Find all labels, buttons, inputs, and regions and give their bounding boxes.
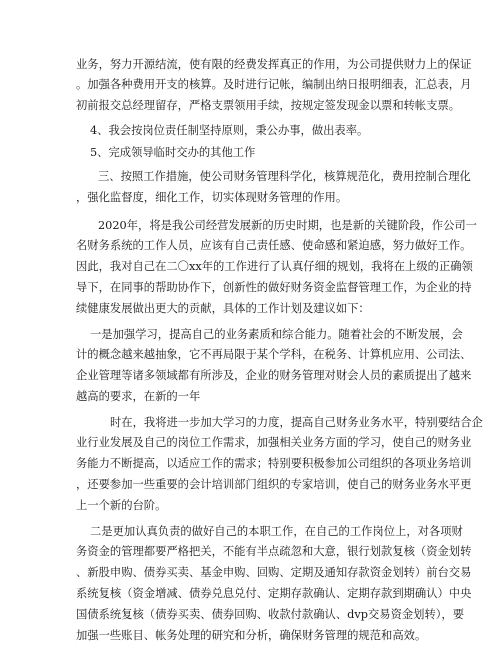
text-line: 上一个新的台阶。 <box>76 499 167 512</box>
text-line: ，还要参加一些重要的会计培训部门组织的专家培训，使自己的财务业务水平更 <box>76 478 472 491</box>
text-line: 加强一些账目、帐务处理的研究和分析，确保财务管理的规范和高效。 <box>76 629 427 642</box>
text-line: 导下，在同事的帮助协作下，创新性的做好财务资金监督管理工作，为企业的持 <box>76 281 472 294</box>
text-line: 务能力不断提高，以适应工作的需求；特别要积极参加公司组织的各项业务培训 <box>76 457 472 470</box>
text-line: 、新股申购、债券买卖、基金申购、回购、定期及通知存款资金划转）前台交易 <box>76 566 472 579</box>
text-line: 2020年，将是我公司经营发展新的历史时期，也是新的关键阶段，作公司一 <box>98 219 477 232</box>
text-line: 国债系统复核（债券买卖、债券回购、收款付款确认、dvp交易资金划转），要 <box>76 608 464 621</box>
text-line: 越高的要求，在新的一年 <box>76 390 201 403</box>
text-line: 续健康发展做出更大的贡献，具体的工作计划及建议如下： <box>76 302 370 315</box>
text-line: 计的概念越来越抽象，它不再局限于某个学科，在税务、计算机应用、公司法、 <box>76 348 472 361</box>
text-line: 二是更加认真负责的做好自己的本职工作，在自己的工作岗位上，对各项财 <box>90 525 463 538</box>
text-line: 时在，我将进一步加大学习的力度，提高自己财务业务水平，特别要结合企 <box>110 416 483 429</box>
text-line: 企业管理等诸多领域都有所涉及，企业的财务管理对财会人员的素质提出了越来 <box>76 369 472 382</box>
text-line: 系统复核（资金增减、债券兑息兑付、定期存款确认、定期存款到期确认）中央 <box>76 587 472 600</box>
text-line: 4、我会按岗位责任制坚持原则，秉公办事，做出表率。 <box>90 124 369 137</box>
text-line: 名财务系统的工作人员，应该有自己责任感、使命感和紧迫感，努力做好工作。 <box>76 239 472 252</box>
text-line: 一是加强学习，提高自己的业务素质和综合能力。随着社会的不断发展，会 <box>90 328 463 341</box>
text-line: 业行业发展及自己的岗位工作需求，加强相关业务方面的学习，使自己的财务业 <box>76 436 472 449</box>
text-line: 5、完成领导临时交办的其他工作 <box>90 146 256 159</box>
text-line: 因此，我对自己在二〇xx年的工作进行了认真仔细的规划，我将在上级的正确领 <box>76 260 473 273</box>
text-line: 务资金的管理都要严格把关，不能有半点疏忽和大意，银行划款复核（资金划转 <box>76 545 472 558</box>
text-line: ，强化监督度，细化工作，切实体现财务管理的作用。 <box>76 191 348 204</box>
text-line: 业务，努力开源结流，使有限的经费发挥真正的作用，为公司提供财力上的保证 <box>76 58 472 71</box>
text-line: 初前报交总经理留存，严格支票领用手续，按规定签发现金以票和转帐支票。 <box>76 99 461 112</box>
text-line: 三、按照工作措施，使公司财务管理科学化，核算规范化，费用控制合理化 <box>98 170 471 183</box>
text-line: 。加强各种费用开支的核算。及时进行记帐，编制出纳日报明细表，汇总表，月 <box>76 78 472 91</box>
